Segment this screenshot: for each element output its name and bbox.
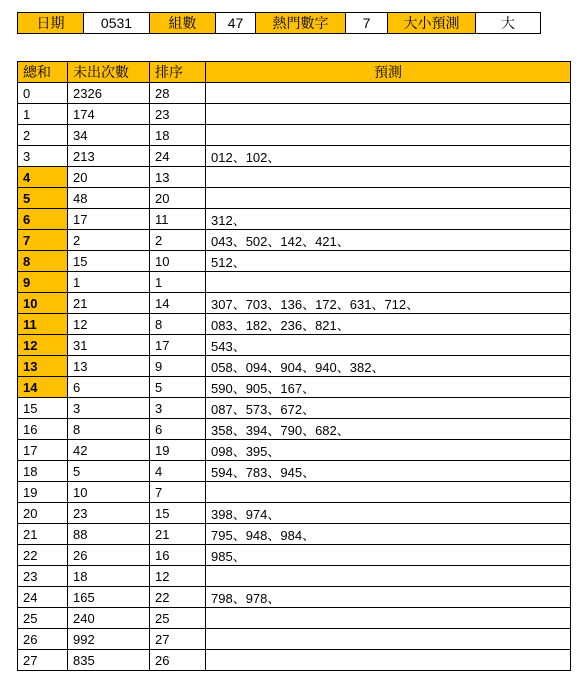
sum-cell: 7	[18, 230, 68, 251]
missed-count-cell: 13	[68, 356, 150, 377]
missed-count-cell: 5	[68, 461, 150, 482]
sum-cell: 11	[18, 314, 68, 335]
table-row	[18, 188, 571, 209]
prediction-cell: 012、102、	[206, 146, 571, 167]
sum-cell: 25	[18, 608, 68, 629]
prediction-cell: 543、	[206, 335, 571, 356]
sum-cell: 17	[18, 440, 68, 461]
sum-cell: 5	[18, 188, 68, 209]
hot-number-label: 熱門數字	[256, 13, 346, 34]
missed-count-cell: 26	[68, 545, 150, 566]
table-row	[18, 545, 571, 566]
missed-count-cell: 18	[68, 566, 150, 587]
missed-count-cell: 31	[68, 335, 150, 356]
prediction-cell: 590、905、167、	[206, 377, 571, 398]
missed-count-cell: 165	[68, 587, 150, 608]
rank-cell: 7	[150, 482, 206, 503]
rank-cell: 23	[150, 104, 206, 125]
sum-cell: 2	[18, 125, 68, 146]
table-row	[18, 482, 571, 503]
prediction-cell: 058、094、904、940、382、	[206, 356, 571, 377]
sum-cell: 8	[18, 251, 68, 272]
table-row	[18, 356, 571, 377]
column-header-prediction: 預測	[206, 62, 571, 83]
size-prediction-value: 大	[476, 13, 541, 34]
table-row	[18, 503, 571, 524]
rank-cell: 15	[150, 503, 206, 524]
table-row	[18, 650, 571, 671]
rank-cell: 25	[150, 608, 206, 629]
table-row	[18, 566, 571, 587]
rank-cell: 22	[150, 587, 206, 608]
prediction-cell	[206, 272, 571, 293]
sum-cell: 26	[18, 629, 68, 650]
prediction-cell	[206, 83, 571, 104]
rank-cell: 14	[150, 293, 206, 314]
sum-cell: 0	[18, 83, 68, 104]
prediction-cell	[206, 125, 571, 146]
missed-count-cell: 17	[68, 209, 150, 230]
sum-cell: 6	[18, 209, 68, 230]
prediction-cell: 307、703、136、172、631、712、	[206, 293, 571, 314]
rank-cell: 24	[150, 146, 206, 167]
sum-cell: 22	[18, 545, 68, 566]
table-row	[18, 251, 571, 272]
sum-cell: 15	[18, 398, 68, 419]
rank-cell: 4	[150, 461, 206, 482]
rank-cell: 18	[150, 125, 206, 146]
table-row	[18, 209, 571, 230]
prediction-cell: 358、394、790、682、	[206, 419, 571, 440]
rank-cell: 3	[150, 398, 206, 419]
table-row	[18, 419, 571, 440]
table-row	[18, 83, 571, 104]
rank-cell: 9	[150, 356, 206, 377]
group-count-value: 47	[216, 13, 256, 34]
sum-cell: 16	[18, 419, 68, 440]
table-row	[18, 524, 571, 545]
missed-count-cell: 240	[68, 608, 150, 629]
sum-cell: 14	[18, 377, 68, 398]
missed-count-cell: 20	[68, 167, 150, 188]
sum-cell: 21	[18, 524, 68, 545]
table-row	[18, 377, 571, 398]
sum-cell: 10	[18, 293, 68, 314]
table-row	[18, 608, 571, 629]
prediction-cell	[206, 104, 571, 125]
table-row	[18, 629, 571, 650]
rank-cell: 27	[150, 629, 206, 650]
summary-header	[17, 12, 541, 34]
column-header-missed-count: 未出次數	[68, 62, 150, 83]
table-row	[18, 125, 571, 146]
table-row	[18, 293, 571, 314]
rank-cell: 2	[150, 230, 206, 251]
missed-count-cell: 1	[68, 272, 150, 293]
column-header-sum: 總和	[18, 62, 68, 83]
sum-cell: 23	[18, 566, 68, 587]
missed-count-cell: 42	[68, 440, 150, 461]
rank-cell: 5	[150, 377, 206, 398]
rank-cell: 28	[150, 83, 206, 104]
table-body	[18, 83, 571, 671]
missed-count-cell: 2326	[68, 83, 150, 104]
missed-count-cell: 23	[68, 503, 150, 524]
rank-cell: 17	[150, 335, 206, 356]
table-row	[18, 230, 571, 251]
rank-cell: 8	[150, 314, 206, 335]
sum-cell: 13	[18, 356, 68, 377]
prediction-cell: 798、978、	[206, 587, 571, 608]
prediction-cell: 398、974、	[206, 503, 571, 524]
sum-cell: 20	[18, 503, 68, 524]
sum-cell: 12	[18, 335, 68, 356]
rank-cell: 12	[150, 566, 206, 587]
rank-cell: 19	[150, 440, 206, 461]
prediction-cell: 087、573、672、	[206, 398, 571, 419]
table-header-row	[18, 62, 571, 83]
sum-cell: 3	[18, 146, 68, 167]
table-row	[18, 440, 571, 461]
table-row	[18, 587, 571, 608]
prediction-cell: 312、	[206, 209, 571, 230]
missed-count-cell: 88	[68, 524, 150, 545]
table-row	[18, 398, 571, 419]
prediction-cell: 985、	[206, 545, 571, 566]
missed-count-cell: 34	[68, 125, 150, 146]
prediction-cell	[206, 188, 571, 209]
table-row	[18, 104, 571, 125]
missed-count-cell: 12	[68, 314, 150, 335]
prediction-cell: 512、	[206, 251, 571, 272]
table-row	[18, 314, 571, 335]
missed-count-cell: 8	[68, 419, 150, 440]
missed-count-cell: 21	[68, 293, 150, 314]
sum-cell: 27	[18, 650, 68, 671]
missed-count-cell: 10	[68, 482, 150, 503]
missed-count-cell: 992	[68, 629, 150, 650]
missed-count-cell: 3	[68, 398, 150, 419]
prediction-cell: 594、783、945、	[206, 461, 571, 482]
missed-count-cell: 48	[68, 188, 150, 209]
table-row	[18, 335, 571, 356]
rank-cell: 26	[150, 650, 206, 671]
prediction-cell	[206, 167, 571, 188]
missed-count-cell: 2	[68, 230, 150, 251]
prediction-cell	[206, 629, 571, 650]
sum-cell: 18	[18, 461, 68, 482]
rank-cell: 20	[150, 188, 206, 209]
column-header-rank: 排序	[150, 62, 206, 83]
sum-cell: 9	[18, 272, 68, 293]
prediction-cell: 083、182、236、821、	[206, 314, 571, 335]
missed-count-cell: 174	[68, 104, 150, 125]
prediction-cell	[206, 650, 571, 671]
missed-count-cell: 213	[68, 146, 150, 167]
prediction-cell	[206, 566, 571, 587]
table-row	[18, 461, 571, 482]
table-row	[18, 167, 571, 188]
prediction-cell: 043、502、142、421、	[206, 230, 571, 251]
rank-cell: 21	[150, 524, 206, 545]
sum-cell: 4	[18, 167, 68, 188]
rank-cell: 16	[150, 545, 206, 566]
sum-cell: 19	[18, 482, 68, 503]
date-value: 0531	[84, 13, 150, 34]
prediction-cell	[206, 482, 571, 503]
table-row	[18, 146, 571, 167]
rank-cell: 10	[150, 251, 206, 272]
summary-row	[18, 13, 541, 34]
sum-cell: 1	[18, 104, 68, 125]
prediction-cell: 098、395、	[206, 440, 571, 461]
rank-cell: 1	[150, 272, 206, 293]
group-count-label: 組數	[150, 13, 216, 34]
missed-count-cell: 15	[68, 251, 150, 272]
missed-count-cell: 6	[68, 377, 150, 398]
prediction-cell	[206, 608, 571, 629]
size-prediction-label: 大小預測	[388, 13, 476, 34]
date-label: 日期	[18, 13, 84, 34]
prediction-table	[17, 61, 571, 671]
rank-cell: 6	[150, 419, 206, 440]
rank-cell: 13	[150, 167, 206, 188]
missed-count-cell: 835	[68, 650, 150, 671]
sum-cell: 24	[18, 587, 68, 608]
table-row	[18, 272, 571, 293]
hot-number-value: 7	[346, 13, 388, 34]
prediction-cell: 795、948、984、	[206, 524, 571, 545]
rank-cell: 11	[150, 209, 206, 230]
